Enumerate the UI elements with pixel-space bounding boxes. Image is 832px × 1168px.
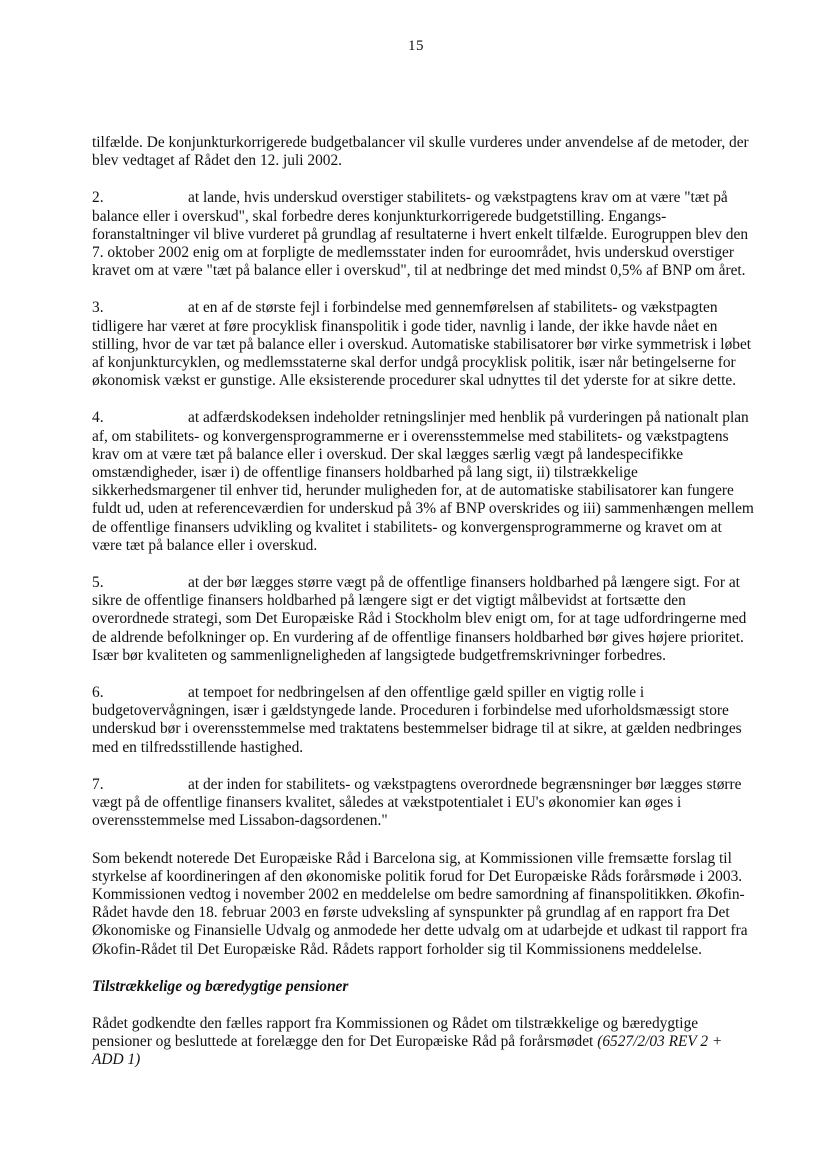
list-item [92, 299, 754, 390]
item-text: at adfærdskodeksen indeholder retningslinjer med henblik på vurderingen på nationalt plan af, om stabilitets- og konvergensprogrammerne er i overensstemmelse med stabilitets- og vækstpagtens krav om at være tæt på balance eller i overskud. Der skal lægges særlig vægt på landespecifikke omstændigheder, især i) de offentlige finansers holdbarhed på lang sigt, ii) tilstrækkelige sikkerhedsmargener til enhver tid, herunder muligheden for, at de automatiske stabilisatorer kan fungere fuldt ud, uden at referenceværdien for underskud på 3% af BNP overskrides og iii) sammenhængen mellem de offentlige finansers udvikling og kvalitet i stabilitets- og konvergensprogrammerne og kravet om at være tæt på balance eller i overskud. [92, 409, 754, 554]
list-item [92, 409, 754, 555]
document-body [92, 134, 754, 1089]
list-item [92, 189, 754, 280]
list-item [92, 776, 754, 831]
item-text: at der inden for stabilitets- og vækstpagtens overordnede begrænsninger bør lægges større vægt på de offentlige finansers kvalitet, således at vækstpotentialet i EU's økonomier kan øges i overensstemmelse med Lissabon-dagsordenen." [92, 775, 742, 830]
pension-paragraph [92, 1015, 754, 1070]
list-item [92, 574, 754, 665]
document-reference: (6527/2/03 REV 2 + ADD 1) [92, 1033, 723, 1069]
item-number: 4. [92, 409, 104, 427]
item-number: 2. [92, 189, 104, 207]
item-text: at tempoet for nedbringelsen af den offentlige gæld spiller en vigtig rolle i budgetovervågningen, især i gældstyngede lande. Proceduren i forbindelse med uforholdsmæssigt store underskud bør i overensstemmelse med traktatens bestemmelser bidrage til at sikre, at gælden nedbringes med en tilfredsstillende hastighed. [92, 684, 742, 756]
barcelona-paragraph: Som bekendt noterede Det Europæiske Råd i Barcelona sig, at Kommissionen ville fremsætte forslag til styrkelse af koordineringen af den økonomiske politik forud for Det Europæiske Råds forårsmøde i 2003. Kommissionen vedtog i november 2002 en meddelelse om bedre samordning af finanspolitikken. Økofin-Rådet havde den 18. februar 2003 en første udveksling af synspunkter på grundlag af en rapport fra Det Økonomiske og Finansielle Udvalg og anmodede her dette udvalg om at udarbejde et udkast til rapport fra Økofin-Rådet til Det Europæiske Råd. Rådets rapport forholder sig til Kommissionens meddelelse. [92, 849, 748, 958]
intro-paragraph: tilfælde. De konjunkturkorrigerede budgetbalancer vil skulle vurderes under anvendelse af de metoder, der blev vedtaget af Rådet den 12. juli 2002. [92, 134, 749, 170]
item-number: 3. [92, 299, 104, 317]
item-text: at der bør lægges større vægt på de offentlige finansers holdbarhed på længere sigt. For at sikre de offentlige finansers holdbarhed på længere sigt er det vigtigt målbevidst at fortsætte den overordnede strategi, som Det Europæiske Råd i Stockholm blev enigt om, for at tage udfordringerne med de aldrende befolkninger op. En vurdering af de offentlige finansers holdbarhed bør gives højere prioritet. Især bør kvaliteten og sammenligneligheden af langsigtede budgetfremskrivninger forbedres. [92, 574, 747, 664]
list-item [92, 684, 754, 757]
item-number: 6. [92, 684, 104, 702]
page-number: 15 [408, 38, 424, 54]
pension-text: Rådet godkendte den fælles rapport fra Kommissionen og Rådet om tilstrækkelige og bæredygtige pensioner og besluttede at forelægge den for Det Europæiske Råd på forårsmødet [92, 1014, 699, 1051]
item-number: 7. [92, 775, 104, 793]
item-text: at lande, hvis underskud overstiger stabilitets- og vækstpagtens krav om at være "tæt på balance eller i overskud", skal forbedre deres konjunkturkorrigerede budgetstilling. Engangs-foranstaltninger vil blive vurderet på grundlag af resultaterne i hvert enkelt tilfælde. Eurogruppen blev den 7. oktober 2002 enig om at forpligte de medlemsstater inden for euroområdet, hvis underskud overstiger kravet om at være "tæt på balance eller i overskud", til at nedbringe det med mindst 0,5% af BNP om året. [92, 189, 749, 280]
item-number: 5. [92, 574, 104, 592]
item-text: at en af de største fejl i forbindelse med gennemførelsen af stabilitets- og vækstpagten tidligere har været at føre procyklisk finanspolitik i gode tider, navnlig i lande, der ikke havde nået en stilling, hvor de var tæt på balance eller i overskud. Automatiske stabilisatorer bør virke symmetrisk i løbet af konjunkturcyklen, og medlemsstaterne skal derfor undgå procyklisk politik, især når betingelserne for økonomisk vækst er gunstige. Alle eksisterende procedurer skal udnyttes til det yderste for at sikre dette. [92, 299, 752, 390]
section-heading: Tilstrækkelige og bæredygtige pensioner [92, 977, 349, 995]
